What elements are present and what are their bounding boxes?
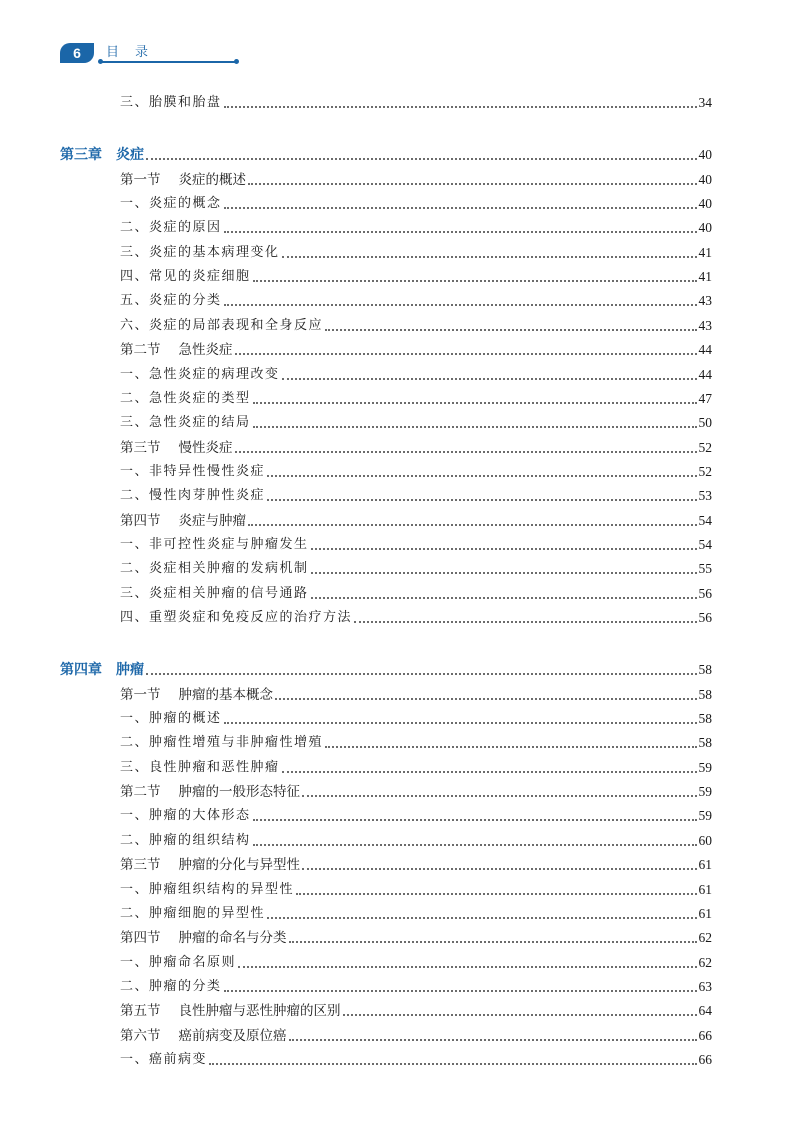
toc-page-number: 58 [698,662,712,678]
toc-item [120,605,712,627]
dot-leader [302,868,697,870]
toc-title: 二、慢性肉芽肿性炎症 [120,488,266,504]
toc-item [120,877,712,899]
toc-item [120,556,712,578]
toc-title: 二、急性炎症的类型 [120,390,251,406]
dot-leader [253,426,697,428]
toc-heading [120,341,233,359]
toc-title: 三、炎症相关肿瘤的信号通路 [120,585,309,601]
toc-item [120,410,712,432]
toc-page-number: 60 [698,832,712,848]
toc-section [120,167,712,189]
toc-title: 一、肿瘤命名原则 [120,954,237,970]
toc-number: 第四节 [120,930,161,947]
toc-title: 二、炎症相关肿瘤的发病机制 [120,561,309,577]
toc-item [120,803,712,825]
toc-title: 二、肿瘤细胞的异型性 [120,905,266,921]
dot-leader [235,451,697,453]
dot-leader [235,353,697,355]
toc-item [120,386,712,408]
toc-page-number: 59 [698,759,712,775]
toc-title: 急性炎症 [178,342,233,359]
toc-section [120,852,712,874]
toc-item [120,240,712,262]
toc-page-number: 54 [698,536,712,552]
toc-item [120,313,712,335]
toc-page-number: 62 [698,954,712,970]
toc-heading [120,1027,287,1045]
toc-title: 四、重塑炎症和免疫反应的治疗方法 [120,610,353,625]
dot-leader [302,795,697,797]
toc-page-number: 56 [698,585,712,601]
toc-page-number: 41 [698,269,712,285]
toc-title: 肿瘤的分化与异型性 [178,857,300,874]
toc-page-number: 56 [698,610,712,625]
toc-title: 二、肿瘤的组织结构 [120,832,251,848]
toc-title: 一、炎症的概念 [120,196,222,212]
toc-page-number: 58 [698,735,712,751]
toc-title: 二、肿瘤性增殖与非肿瘤性增殖 [120,735,324,751]
toc-page-number: 34 [698,95,712,110]
toc-item [120,581,712,603]
toc-heading [120,686,273,704]
page-number: 6 [60,43,94,63]
toc-item [120,730,712,752]
toc-number: 第一节 [120,171,161,188]
toc-item [120,264,712,286]
toc-number: 第五节 [120,1003,161,1020]
toc-page-number: 58 [698,711,712,727]
dot-leader [248,524,697,526]
toc-number: 第六节 [120,1027,161,1044]
toc-number: 第二节 [120,342,161,359]
toc-title: 四、常见的炎症细胞 [120,269,251,285]
toc-chapter [60,142,712,164]
dot-leader [253,280,697,282]
toc-item [120,191,712,213]
toc-heading [120,929,287,947]
toc-number: 第四节 [120,512,161,529]
toc-page-number: 63 [698,978,712,994]
toc-title: 一、急性炎症的病理改变 [120,366,280,382]
dot-leader [238,966,696,968]
toc-heading [120,512,246,530]
toc-title: 炎症 [116,147,144,164]
toc-title: 炎症与肿瘤 [178,512,246,529]
toc-item [120,901,712,923]
toc-heading [120,1002,341,1020]
toc-heading [120,439,233,457]
toc-title: 三、急性炎症的结局 [120,415,251,431]
toc-title: 一、肿瘤的概述 [120,711,222,727]
header-rule-dot-right [234,59,239,64]
page-header [60,43,190,67]
toc-page-number: 43 [698,293,712,309]
toc-title: 三、良性肿瘤和恶性肿瘤 [120,759,280,775]
dot-leader [282,771,697,773]
toc-page-number: 41 [698,244,712,260]
toc-number: 第三章 [60,147,102,164]
toc-title: 良性肿瘤与恶性肿瘤的区别 [178,1003,341,1020]
header-rule [100,61,236,63]
dot-leader [354,621,696,623]
toc-page-number: 59 [698,808,712,824]
toc-item [120,706,712,728]
toc-page-number: 58 [698,686,712,702]
dot-leader [253,819,697,821]
toc-item [120,288,712,310]
dot-leader [267,499,696,501]
toc-number: 第三节 [120,439,161,456]
toc-title: 一、非特异性慢性炎症 [120,463,266,479]
toc-page-number: 53 [698,488,712,504]
dot-leader [224,231,697,233]
toc-title: 肿瘤 [116,662,144,679]
toc-number: 第三节 [120,857,161,874]
toc-section [120,337,712,359]
toc-title: 六、炎症的局部表现和全身反应 [120,317,324,333]
dot-leader [282,378,697,380]
toc-title: 三、炎症的基本病理变化 [120,244,280,260]
toc-page-number: 52 [698,439,712,455]
toc-page-number: 61 [698,881,712,897]
toc-title: 一、癌前病变 [120,1051,208,1067]
toc-page-number: 40 [698,220,712,236]
toc-heading [60,661,144,679]
toc-title: 肿瘤的命名与分类 [178,930,287,947]
toc-item [120,755,712,777]
toc-chapter [60,657,712,679]
toc-title: 一、肿瘤组织结构的异型性 [120,881,295,897]
toc-item [120,950,712,972]
toc-number: 第一节 [120,686,161,703]
toc-title: 慢性炎症 [178,439,233,456]
dot-leader [224,990,697,992]
dot-leader [224,722,697,724]
dot-leader [224,207,697,209]
dot-leader [296,893,696,895]
toc-title: 肿瘤的基本概念 [178,686,273,703]
toc-page-number: 40 [698,147,712,163]
toc-page-number: 52 [698,463,712,479]
header-title: 目录 [106,45,165,60]
toc-item [120,215,712,237]
toc-page-number: 54 [698,512,712,528]
toc-section [120,779,712,801]
dot-leader [289,941,697,943]
toc-page-number: 43 [698,317,712,333]
dot-leader [282,256,697,258]
toc-title: 一、肿瘤的大体形态 [120,808,251,824]
toc-page-number: 40 [698,171,712,187]
toc-number: 第四章 [60,662,102,679]
dot-leader [248,183,697,185]
dot-leader [325,329,696,331]
toc-heading [120,856,300,874]
toc-item [120,532,712,554]
toc-page-number: 44 [698,342,712,358]
toc-page-number: 62 [698,930,712,946]
toc-item [120,974,712,996]
toc-title: 二、炎症的原因 [120,220,222,236]
toc-heading [120,783,300,801]
toc-title: 肿瘤的一般形态特征 [178,784,300,801]
toc-page-number: 64 [698,1003,712,1019]
toc-page-number: 47 [698,390,712,406]
toc-section [120,1023,712,1045]
dot-leader [267,917,696,919]
dot-leader [311,597,697,599]
toc-title: 五、炎症的分类 [120,293,222,309]
toc-item [120,483,712,505]
toc-page-number: 40 [698,196,712,212]
toc-section [120,998,712,1020]
dot-leader [311,572,697,574]
toc-item [120,90,712,112]
dot-leader [267,475,696,477]
toc-title: 一、非可控性炎症与肿瘤发生 [120,536,309,552]
toc-page-number: 66 [698,1051,712,1067]
toc-title: 炎症的概述 [178,171,246,188]
toc-title: 二、肿瘤的分类 [120,978,222,994]
dot-leader [253,402,697,404]
toc-page-number: 50 [698,415,712,431]
toc-section [120,682,712,704]
dot-leader [275,698,697,700]
toc-section [120,508,712,530]
dot-leader [224,304,697,306]
toc-page-number: 61 [698,905,712,921]
toc-page-number: 44 [698,366,712,382]
dot-leader [209,1063,696,1065]
toc-section [120,435,712,457]
dot-leader [146,158,697,160]
toc-section [120,925,712,947]
dot-leader [253,844,697,846]
toc-item [120,1047,712,1069]
toc-page-number: 59 [698,784,712,800]
toc-page-number: 55 [698,561,712,577]
toc-number: 第二节 [120,784,161,801]
dot-leader [146,673,697,675]
toc-item [120,828,712,850]
toc-heading [60,146,144,164]
header-rule-dot-left [98,59,103,64]
toc-title: 癌前病变及原位癌 [178,1027,287,1044]
toc-title: 三、胎膜和胎盘 [120,95,222,110]
toc-item [120,362,712,384]
dot-leader [224,106,697,108]
dot-leader [343,1014,697,1016]
dot-leader [289,1039,697,1041]
dot-leader [311,548,697,550]
toc-page-number: 66 [698,1027,712,1043]
toc-item [120,459,712,481]
toc-heading [120,171,246,189]
toc-page-number: 61 [698,857,712,873]
dot-leader [325,746,696,748]
